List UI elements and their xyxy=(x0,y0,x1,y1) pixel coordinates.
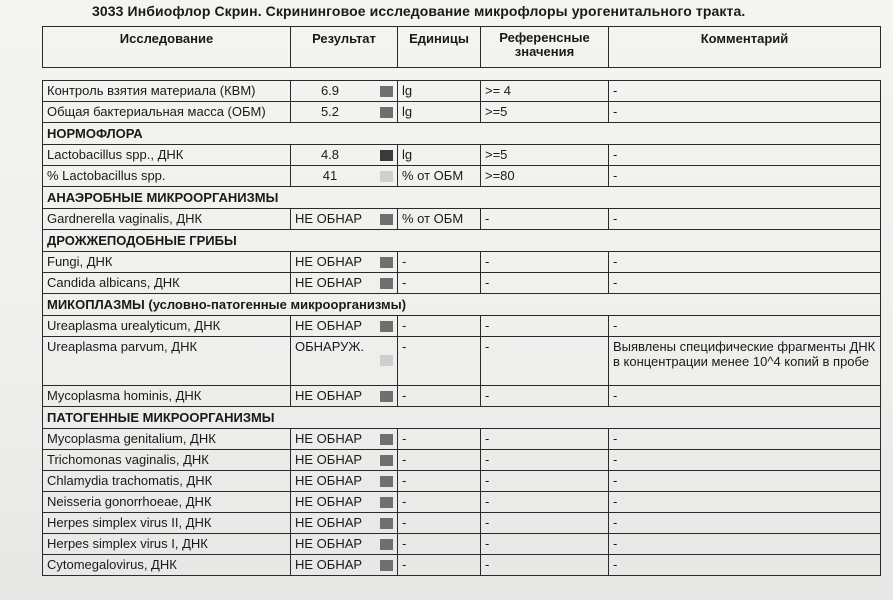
table-row xyxy=(43,513,881,534)
units-cell: - xyxy=(398,450,481,471)
table-row xyxy=(43,429,881,450)
reference-cell: >=5 xyxy=(481,102,609,123)
table-row xyxy=(43,145,881,166)
units-cell: - xyxy=(398,429,481,450)
result-cell xyxy=(291,273,398,294)
units-cell: - xyxy=(398,273,481,294)
report-title: 3033 Инбиофлор Скрин. Скрининговое исследование микрофлоры урогенитального тракта. xyxy=(92,3,746,19)
reference-cell: - xyxy=(481,429,609,450)
reference-cell: >=80 xyxy=(481,166,609,187)
reference-cell: - xyxy=(481,450,609,471)
result-cell xyxy=(291,81,398,102)
result-marker-icon xyxy=(380,86,393,97)
comment-cell: - xyxy=(609,471,881,492)
units-cell: - xyxy=(398,386,481,407)
units-cell: - xyxy=(398,471,481,492)
table-row xyxy=(43,209,881,230)
section-heading-row xyxy=(43,294,881,316)
section-heading-row xyxy=(43,123,881,145)
col-header-result: Результат xyxy=(291,27,398,68)
result-cell xyxy=(291,429,398,450)
result-marker-icon xyxy=(380,560,393,571)
col-header-comment: Комментарий xyxy=(609,27,881,68)
table-row xyxy=(43,102,881,123)
comment-cell: - xyxy=(609,316,881,337)
comment-cell: - xyxy=(609,273,881,294)
comment-cell: - xyxy=(609,145,881,166)
reference-cell: >=5 xyxy=(481,145,609,166)
result-value: НЕ ОБНАР xyxy=(295,557,363,572)
table-row xyxy=(43,337,881,386)
reference-cell: - xyxy=(481,513,609,534)
result-value: НЕ ОБНАР xyxy=(295,473,363,488)
col-header-reference: Референсные значения xyxy=(481,27,609,68)
result-marker-icon xyxy=(380,214,393,225)
comment-cell: - xyxy=(609,252,881,273)
result-cell xyxy=(291,166,398,187)
units-cell: - xyxy=(398,555,481,576)
result-marker-icon xyxy=(380,539,393,550)
reference-cell: - xyxy=(481,273,609,294)
section-heading-row xyxy=(43,230,881,252)
units-cell: lg xyxy=(398,81,481,102)
reference-cell: - xyxy=(481,209,609,230)
result-cell xyxy=(291,102,398,123)
results-table xyxy=(42,26,881,576)
result-marker-icon xyxy=(380,171,393,182)
result-cell xyxy=(291,534,398,555)
test-name: % Lactobacillus spp. xyxy=(43,166,291,187)
result-value: НЕ ОБНАР xyxy=(295,388,363,403)
result-marker-icon xyxy=(380,355,393,366)
units-cell: - xyxy=(398,337,481,386)
result-marker-icon xyxy=(380,455,393,466)
reference-cell: >= 4 xyxy=(481,81,609,102)
table-row xyxy=(43,386,881,407)
result-value: НЕ ОБНАР xyxy=(295,318,363,333)
units-cell: - xyxy=(398,316,481,337)
result-marker-icon xyxy=(380,497,393,508)
test-name: Общая бактериальная масса (ОБМ) xyxy=(43,102,291,123)
table-row xyxy=(43,534,881,555)
comment-cell: - xyxy=(609,102,881,123)
result-value: НЕ ОБНАР xyxy=(295,494,363,509)
result-cell xyxy=(291,252,398,273)
units-cell: % от ОБМ xyxy=(398,209,481,230)
result-marker-icon xyxy=(380,257,393,268)
reference-cell: - xyxy=(481,386,609,407)
result-value: НЕ ОБНАР xyxy=(295,275,363,290)
test-name: Mycoplasma genitalium, ДНК xyxy=(43,429,291,450)
table-row xyxy=(43,252,881,273)
result-marker-icon xyxy=(380,391,393,402)
test-name: Lactobacillus spp., ДНК xyxy=(43,145,291,166)
result-value: 41 xyxy=(322,168,338,183)
units-cell: - xyxy=(398,252,481,273)
section-heading-row xyxy=(43,187,881,209)
test-name: Контроль взятия материала (КВМ) xyxy=(43,81,291,102)
test-name: Mycoplasma hominis, ДНК xyxy=(43,386,291,407)
result-value: НЕ ОБНАР xyxy=(295,536,363,551)
table-row xyxy=(43,492,881,513)
units-cell: - xyxy=(398,492,481,513)
result-cell xyxy=(291,492,398,513)
result-marker-icon xyxy=(380,476,393,487)
result-value: НЕ ОБНАР xyxy=(295,254,363,269)
result-cell xyxy=(291,145,398,166)
result-cell xyxy=(291,209,398,230)
result-cell xyxy=(291,555,398,576)
units-cell: - xyxy=(398,513,481,534)
section-heading: МИКОПЛАЗМЫ (условно-патогенные микроорганизмы) xyxy=(43,294,881,316)
result-value: НЕ ОБНАР xyxy=(295,431,363,446)
test-name: Ureaplasma parvum, ДНК xyxy=(43,337,291,386)
result-cell xyxy=(291,316,398,337)
reference-cell: - xyxy=(481,555,609,576)
result-value: НЕ ОБНАР xyxy=(295,452,363,467)
result-marker-icon xyxy=(380,434,393,445)
reference-cell: - xyxy=(481,337,609,386)
comment-cell: - xyxy=(609,166,881,187)
result-marker-icon xyxy=(380,518,393,529)
table-row xyxy=(43,555,881,576)
result-value: 5.2 xyxy=(320,104,340,119)
test-name: Fungi, ДНК xyxy=(43,252,291,273)
test-name: Ureaplasma urealyticum, ДНК xyxy=(43,316,291,337)
comment-cell: - xyxy=(609,534,881,555)
test-name: Candida albicans, ДНК xyxy=(43,273,291,294)
result-marker-icon xyxy=(380,107,393,118)
result-cell xyxy=(291,450,398,471)
reference-cell: - xyxy=(481,252,609,273)
reference-cell: - xyxy=(481,316,609,337)
col-header-units: Единицы xyxy=(398,27,481,68)
units-cell: - xyxy=(398,534,481,555)
test-name: Neisseria gonorrhoeae, ДНК xyxy=(43,492,291,513)
reference-cell: - xyxy=(481,492,609,513)
reference-cell: - xyxy=(481,534,609,555)
result-marker-icon xyxy=(380,150,393,161)
comment-cell: - xyxy=(609,555,881,576)
reference-cell: - xyxy=(481,471,609,492)
result-marker-icon xyxy=(380,321,393,332)
comment-cell: - xyxy=(609,429,881,450)
units-cell: lg xyxy=(398,145,481,166)
test-name: Cytomegalovirus, ДНК xyxy=(43,555,291,576)
comment-cell: - xyxy=(609,209,881,230)
table-row xyxy=(43,81,881,102)
comment-cell: - xyxy=(609,450,881,471)
result-cell xyxy=(291,337,398,386)
col-header-test: Исследование xyxy=(43,27,291,68)
test-name: Herpes simplex virus I, ДНК xyxy=(43,534,291,555)
result-value: 6.9 xyxy=(320,83,340,98)
result-value: НЕ ОБНАР xyxy=(295,515,363,530)
units-cell: % от ОБМ xyxy=(398,166,481,187)
comment-cell: - xyxy=(609,513,881,534)
table-header-row xyxy=(43,27,881,68)
comment-cell: - xyxy=(609,81,881,102)
comment-cell: - xyxy=(609,386,881,407)
test-name: Herpes simplex virus II, ДНК xyxy=(43,513,291,534)
result-cell xyxy=(291,471,398,492)
section-heading: ПАТОГЕННЫЕ МИКРООРГАНИЗМЫ xyxy=(43,407,881,429)
result-value: ОБНАРУЖ. xyxy=(295,339,364,354)
result-cell xyxy=(291,513,398,534)
section-heading: НОРМОФЛОРА xyxy=(43,123,881,145)
table-row xyxy=(43,166,881,187)
table-row xyxy=(43,273,881,294)
table-row xyxy=(43,450,881,471)
section-heading-row xyxy=(43,407,881,429)
result-cell xyxy=(291,386,398,407)
result-value: 4.8 xyxy=(320,147,340,162)
test-name: Trichomonas vaginalis, ДНК xyxy=(43,450,291,471)
comment-cell: - xyxy=(609,492,881,513)
comment-cell: Выявлены специфические фрагменты ДНК в концентрации менее 10^4 копий в пробе xyxy=(609,337,881,386)
units-cell: lg xyxy=(398,102,481,123)
table-row xyxy=(43,316,881,337)
result-marker-icon xyxy=(380,278,393,289)
table-row xyxy=(43,471,881,492)
result-value: НЕ ОБНАР xyxy=(295,211,363,226)
test-name: Chlamydia trachomatis, ДНК xyxy=(43,471,291,492)
test-name: Gardnerella vaginalis, ДНК xyxy=(43,209,291,230)
section-heading: ДРОЖЖЕПОДОБНЫЕ ГРИБЫ xyxy=(43,230,881,252)
section-heading: АНАЭРОБНЫЕ МИКРООРГАНИЗМЫ xyxy=(43,187,881,209)
